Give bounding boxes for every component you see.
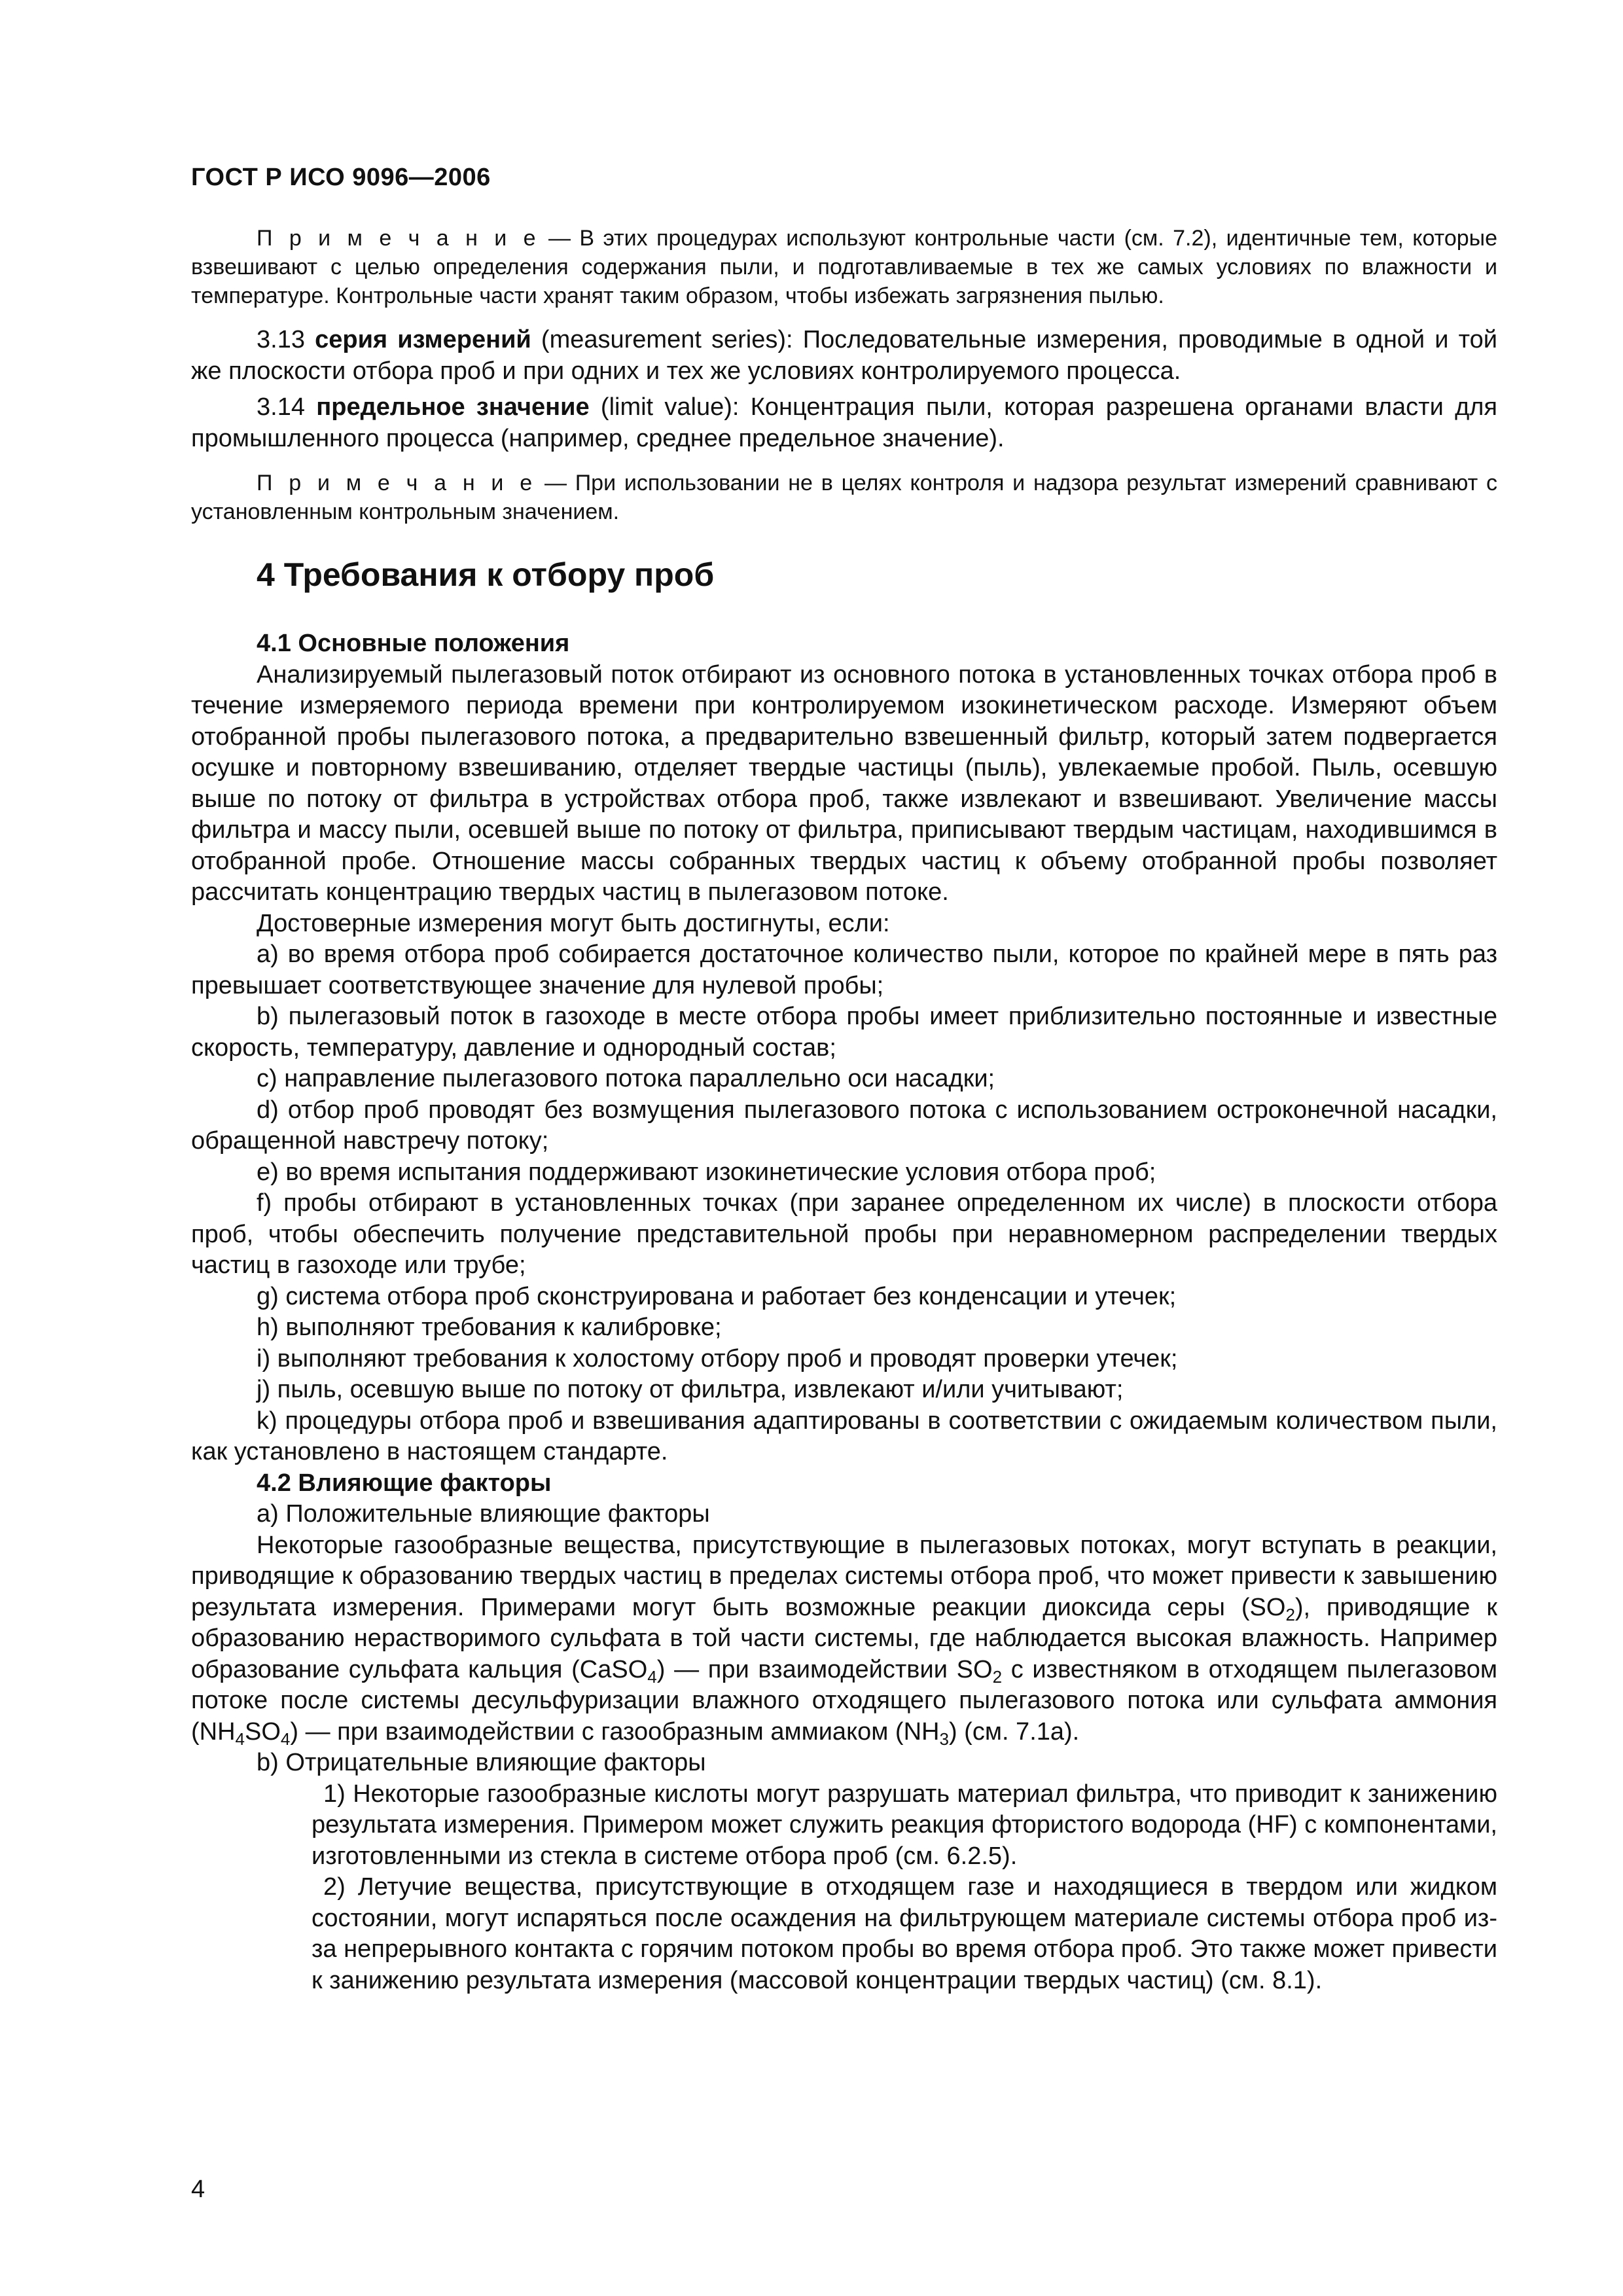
- list-item: j) пыль, осевшую выше по потоку от фильтра, извлекают и/или учитывают;: [257, 1376, 1124, 1403]
- text-run: с известняком в отходящем пылегазовом потоке после системы десульфуризации влажного отходящего пылегазового потока или сульфата аммония (NH: [191, 1655, 1498, 1746]
- text-run: ) (см. 7.1a).: [948, 1717, 1080, 1746]
- list-item: b) пылегазовый поток в газоходе в месте отбора пробы имеет приблизительно постоянные и известные скорость, температуру, давление и однородный состав;: [191, 1003, 1497, 1062]
- subscript: 4: [280, 1729, 291, 1749]
- clause-number: 3.14: [257, 393, 305, 421]
- note-label: П р и м е ч а н и е: [257, 226, 540, 251]
- list-item: i) выполняют требования к холостому отбору проб и проводят проверки утечек;: [257, 1344, 1178, 1372]
- list-item: b) Отрицательные влияющие факторы: [257, 1749, 706, 1776]
- list-item: g) система отбора проб сконструирована и работает без конденсации и утечек;: [257, 1282, 1177, 1310]
- list-item: a) во время отбора проб собирается достаточное количество пыли, которое по крайней мере в пять раз превышает соответствующее значение для нулевой пробы;: [191, 941, 1497, 999]
- text-run: Некоторые газообразные вещества, присутствующие в пылегазовых потоках, могут вступать в реакции, приводящие к образованию твердых частиц в пределах системы отбора проб, что может привести к завышению результата измерения. Примерами могут быть возможные реакции диоксида серы (SO: [191, 1531, 1497, 1621]
- subscript: 2: [992, 1666, 1003, 1687]
- list-item: d) отбор проб проводят без возмущения пылегазового потока с использованием остроконечной насадки, обращенной навстречу потоку;: [191, 1096, 1497, 1155]
- subscript: 3: [939, 1729, 949, 1749]
- subscript: 2: [1285, 1604, 1295, 1624]
- list-item: f) пробы отбирают в установленных точках (при заранее определенном их числе) в плоскости отбора проб, чтобы обеспечить получение представительной пробы при неравномерном распределении твердых частиц в газоходе или трубе;: [191, 1189, 1497, 1279]
- body-paragraph: Анализируемый пылегазовый поток отбирают из основного потока в установленных точках отбора проб в течение измеряемого периода времени при контролируемом изокинетическом расходе. Измеряют объем отобранной пробы пылегазового потока, а предварительно взвешенный фильтр, который затем подвергается осушке и повторному взвешиванию, отделяет твердые частицы (пыль), увлекаемые пробой. Пыль, осевшую выше по потоку от фильтра в устройствах отбора проб, также извлекают и взвешивают. Увеличение массы фильтра и массу пыли, осевшей выше по потоку от фильтра, приписывают твердым частицам, находившимся в отобранной пробе. Отношение массы собранных твердых частиц к объему отобранной пробы позволяет рассчитать концентрацию твердых частиц в пылегазовом потоке.: [191, 660, 1497, 906]
- page-number: 4: [191, 2176, 205, 2203]
- section-heading: 4 Требования к отбору проб: [257, 556, 715, 593]
- term-name: серия измерений: [315, 326, 531, 353]
- body-paragraph: Достоверные измерения могут быть достигнуты, если:: [257, 909, 890, 937]
- note-text: — При использовании не в целях контроля и надзора результат измерений сравнивают с установленным контрольным значением.: [191, 471, 1497, 524]
- text-run: ) — при взаимодействии с газообразным аммиаком (NH: [290, 1717, 940, 1746]
- sub-list-item: 1) Некоторые газообразные кислоты могут разрушать материал фильтра, что приводит к занижению результата измерения. Примером может служить реакция фтористого водорода (HF) с компонентами, изготовленными из стекла в системе отбора проб (см. 6.2.5).: [312, 1780, 1497, 1870]
- page-content: [191, 224, 1497, 1996]
- list-item: c) направление пылегазового потока параллельно оси насадки;: [257, 1065, 995, 1092]
- note-label: П р и м е ч а н и е: [257, 471, 537, 495]
- list-item: e) во время испытания поддерживают изокинетические условия отбора проб;: [257, 1158, 1156, 1186]
- subsection-heading: 4.1 Основные положения: [257, 630, 570, 657]
- text-run: SO: [245, 1717, 281, 1746]
- definition-3-13: [191, 325, 1497, 387]
- term-name: предельное значение: [316, 393, 590, 421]
- definition-text: (measurement series): Последовательные измерения, проводимые в одной и той же плоскости отбора проб и при одних и тех же условиях контролируемого процесса.: [191, 326, 1497, 385]
- sub-list-item: 2) Летучие вещества, присутствующие в отходящем газе и находящиеся в твердом или жидком состоянии, могут испаряться после осаждения на фильтрующем материале системы отбора проб из-за непрерывного контакта с горячим потоком пробы во время отбора проб. Это также может привести к занижению результата измерения (массовой концентрации твердых частиц) (см. 8.1).: [312, 1873, 1497, 1994]
- subsection-heading: 4.2 Влияющие факторы: [257, 1469, 552, 1497]
- subscript: 4: [235, 1729, 245, 1749]
- definition-3-14: [191, 392, 1497, 454]
- standard-designation: ГОСТ Р ИСО 9096—2006: [191, 164, 491, 191]
- note-text: — В этих процедурах используют контрольные части (см. 7.2), идентичные тем, которые взвешивают с целью определения содержания пыли, и подготавливаемые в тех же самых условиях по влажности и температуре. Контрольные части хранят таким образом, чтобы избежать загрязнения пылью.: [191, 226, 1497, 308]
- note-paragraph: [191, 469, 1497, 526]
- list-item: h) выполняют требования к калибровке;: [257, 1314, 722, 1341]
- definition-text: (limit value): Концентрация пыли, которая разрешена органами власти для промышленного процесса (например, среднее предельное значение).: [191, 393, 1498, 452]
- list-item: k) процедуры отбора проб и взвешивания адаптированы в соответствии с ожидаемым количеством пыли, как установлено в настоящем стандарте.: [191, 1407, 1497, 1465]
- list-item: a) Положительные влияющие факторы: [257, 1500, 710, 1528]
- subscript: 4: [647, 1666, 657, 1687]
- text-run: ), приводящие к образованию нерастворимого сульфата в той части системы, где наблюдается высокая влажность. Например образование сульфата кальция (CaSO: [191, 1593, 1498, 1683]
- text-run: ) — при взаимодействии SO: [656, 1655, 993, 1683]
- note-paragraph: [191, 224, 1497, 310]
- clause-number: 3.13: [257, 326, 305, 353]
- body-paragraph: [191, 1530, 1497, 1748]
